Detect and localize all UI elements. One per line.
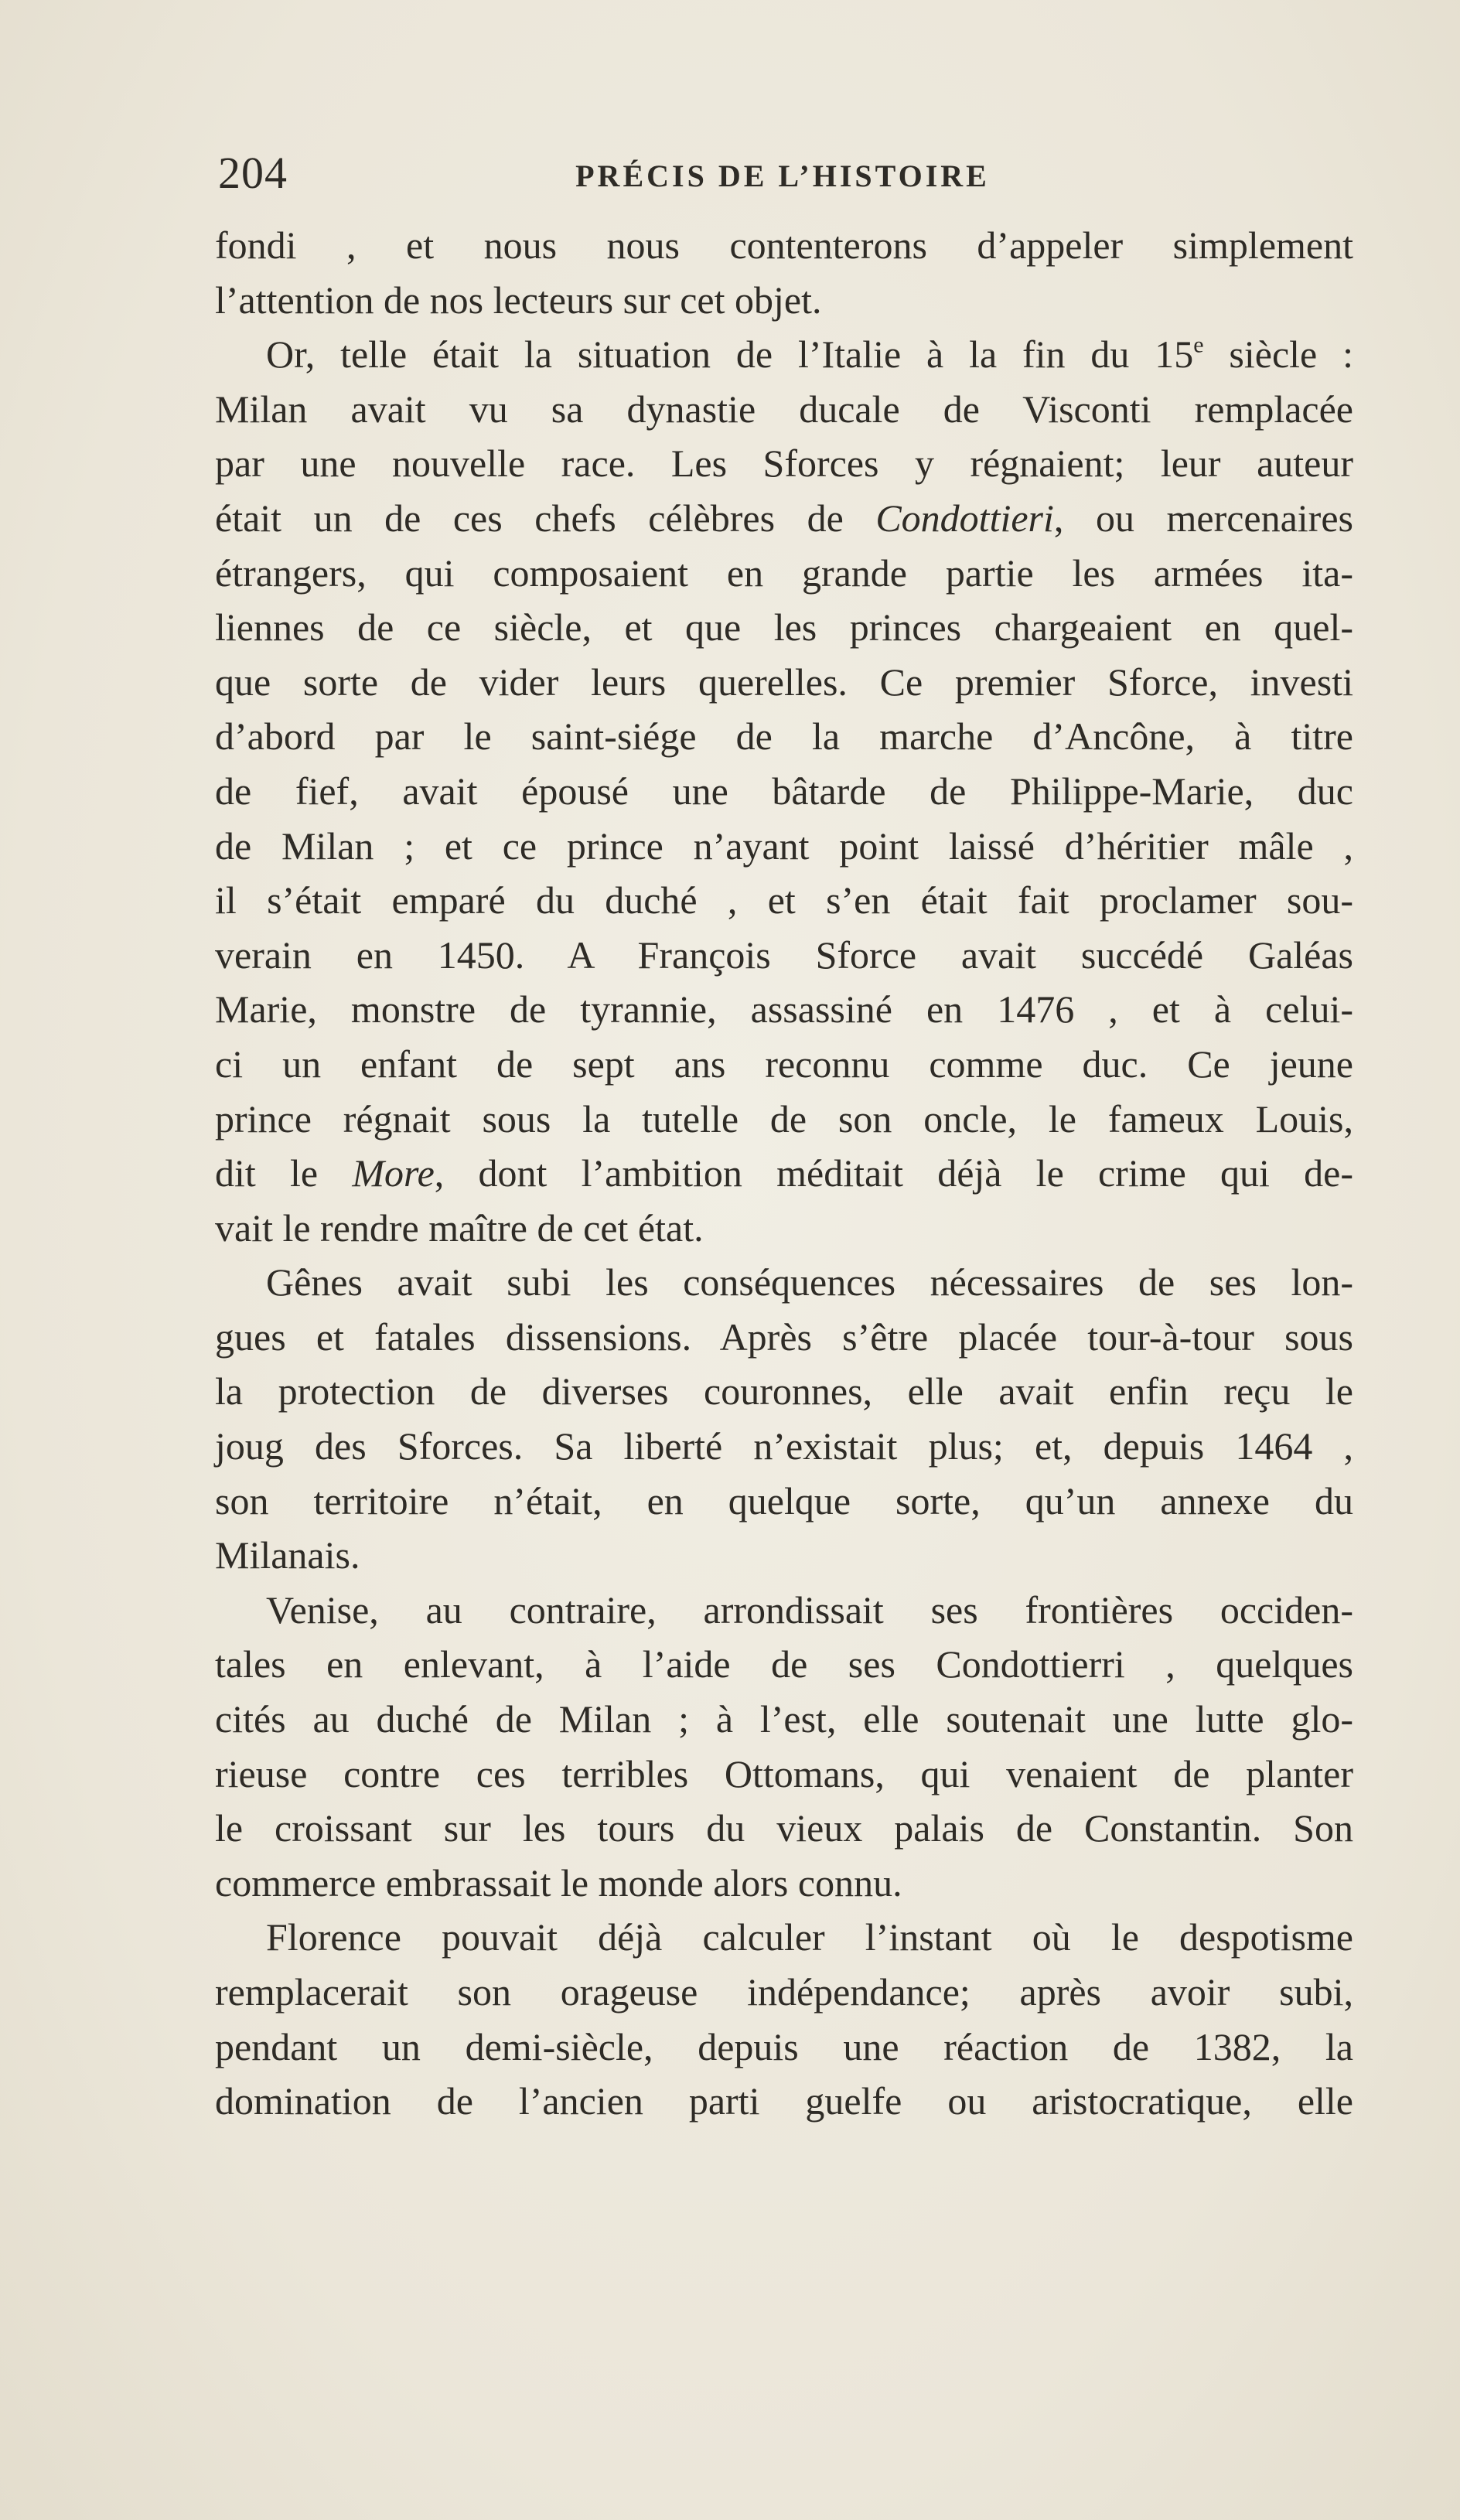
text-line: par une nouvelle race. Les Sforces y régnaient; leur auteur xyxy=(215,442,1353,486)
text-line: de fief, avait épousé une bâtarde de Philippe-Marie, duc xyxy=(215,769,1353,813)
text-line: étrangers, qui composaient en grande partie les armées ita- xyxy=(215,551,1353,595)
text-line: Milanais. xyxy=(215,1533,360,1577)
text-line: domination de l’ancien parti guelfe ou aristocratique, elle xyxy=(215,2079,1353,2123)
page-number: 204 xyxy=(218,148,288,198)
text-line: ci un enfant de sept ans reconnu comme duc. Ce jeune xyxy=(215,1042,1353,1086)
page-header xyxy=(210,147,1355,217)
text-run: Or, telle était la situation de l’Italie à la fin du 15 xyxy=(266,332,1194,377)
text-run: siècle : xyxy=(1203,332,1353,377)
text-line: verain en 1450. A François Sforce avait succédé Galéas xyxy=(215,933,1353,977)
text-line: Marie, monstre de tyrannie, assassiné en 1476 , et à celui- xyxy=(215,987,1353,1032)
text-line xyxy=(215,491,1353,546)
ordinal-superscript: e xyxy=(1193,332,1204,358)
text-line: le croissant sur les tours du vieux palais de Constantin. Son xyxy=(215,1806,1353,1850)
text-line: son territoire n’était, en quelque sorte, qu’un annexe du xyxy=(215,1478,1353,1523)
text-line: pendant un demi-siècle, depuis une réaction de 1382, la xyxy=(215,2024,1353,2068)
text-line: la protection de diverses couronnes, elle avait enfin reçu le xyxy=(215,1369,1353,1413)
text-line: d’abord par le saint-siége de la marche d’Ancône, à titre xyxy=(215,714,1353,759)
text-line: fondi , et nous nous contenterons d’appeler simplement xyxy=(215,223,1353,267)
text-run: était un de ces chefs célèbres de xyxy=(215,496,876,540)
text-line: que sorte de vider leurs querelles. Ce premier Sforce, investi xyxy=(215,660,1353,704)
text-line: commerce embrassait le monde alors connu. xyxy=(215,1860,902,1904)
text-run: , ou mercenaires xyxy=(1053,496,1353,540)
text-line: vait le rendre maître de cet état. xyxy=(215,1205,704,1250)
text-line: de Milan ; et ce prince n’ayant point laissé d’héritier mâle , xyxy=(215,824,1353,868)
text-run: , dont l’ambition méditait déjà le crime qui de- xyxy=(434,1151,1353,1195)
text-line: Venise, au contraire, arrondissait ses frontières occiden- xyxy=(266,1587,1353,1632)
text-run: dit le xyxy=(215,1151,353,1195)
text-line: remplacerait son orageuse indépendance; après avoir subi, xyxy=(215,1970,1353,2014)
text-line: gues et fatales dissensions. Après s’être placée tour-à-tour sous xyxy=(215,1315,1353,1359)
text-line: liennes de ce siècle, et que les princes chargeaient en quel- xyxy=(215,605,1353,650)
paragraph-1 xyxy=(215,218,1353,327)
text-line: il s’était emparé du duché , et s’en était fait proclamer sou- xyxy=(215,878,1353,922)
text-line: Florence pouvait déjà calculer l’instant où le despotisme xyxy=(266,1915,1353,1959)
italic-term: Condottieri xyxy=(875,496,1054,540)
text-line: Milan avait vu sa dynastie ducale de Visconti remplacée xyxy=(215,387,1353,431)
paragraph-5 xyxy=(215,1910,1353,2128)
text-line: Gênes avait subi les conséquences nécessaires de ses lon- xyxy=(266,1260,1353,1304)
text-line: l’attention de nos lecteurs sur cet objet. xyxy=(215,278,822,322)
italic-term: More xyxy=(352,1151,435,1195)
text-line xyxy=(215,327,1353,382)
text-line: rieuse contre ces terribles Ottomans, qui venaient de planter xyxy=(215,1751,1353,1795)
text-line: joug des Sforces. Sa liberté n’existait plus; et, depuis 1464 , xyxy=(215,1424,1353,1468)
paragraph-4 xyxy=(215,1583,1353,1911)
body-text xyxy=(215,218,1353,2129)
text-line: prince régnait sous la tutelle de son oncle, le fameux Louis, xyxy=(215,1096,1353,1141)
running-head: PRÉCIS DE L’HISTOIRE xyxy=(575,159,990,193)
paragraph-2 xyxy=(215,327,1353,1255)
text-line: tales en enlevant, à l’aide de ses Condottierri , quelques xyxy=(215,1642,1353,1686)
text-line: cités au duché de Milan ; à l’est, elle soutenait une lutte glo- xyxy=(215,1697,1353,1741)
paragraph-3 xyxy=(215,1255,1353,1583)
text-line xyxy=(215,1146,1353,1201)
